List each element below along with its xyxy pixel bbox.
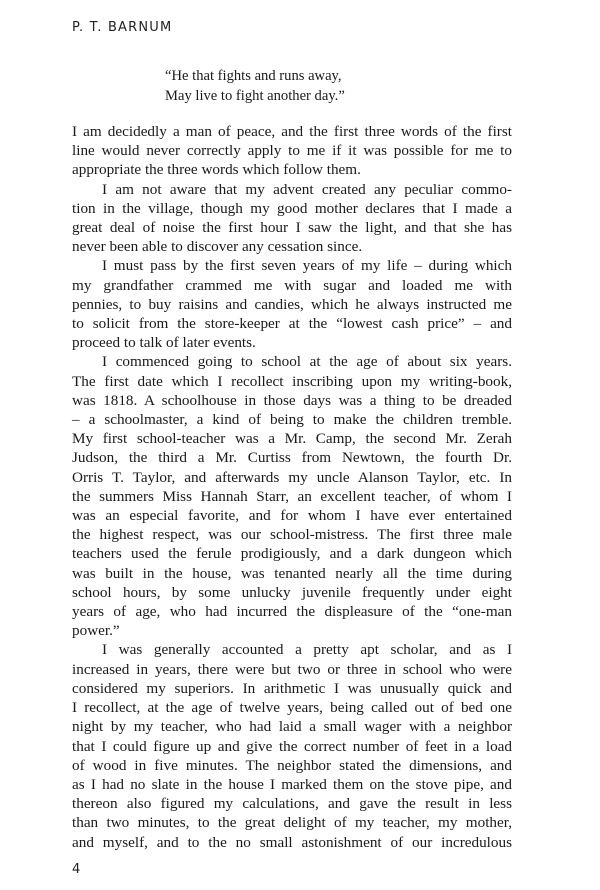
text-line: great deal of noise the first hour I saw the light, and that she has [72, 219, 512, 237]
paragraph [72, 180, 512, 257]
text-line: years of age, who had incurred the displeasure of the “one-man [72, 603, 512, 621]
text-line: I was generally accounted a pretty apt scholar, and as I [102, 641, 512, 659]
text-line: tion in the village, though my good mother declares that I made a [72, 199, 512, 217]
text-line: night by my teacher, who had laid a small wager with a neighbor [72, 718, 512, 736]
text-line: I commenced going to school at the age of about six years. [102, 353, 512, 371]
text-line: My first school-teacher was a Mr. Camp, the second Mr. Zerah [72, 430, 512, 448]
text-line: Orris T. Taylor, and afterwards my uncle Alanson Taylor, etc. In [72, 468, 512, 486]
text-line: line would never correctly apply to me if it was possible for me to [72, 142, 512, 160]
text-line: The first date which I recollect inscribing upon my writing-book, [72, 372, 512, 390]
page-number: 4 [72, 862, 81, 877]
running-head: P. T. BARNUM [72, 20, 173, 35]
text-line: my grandfather crammed me with sugar and loaded me with [72, 276, 512, 294]
text-line: power.” [72, 622, 120, 640]
text-line: thereon also figured my calculations, and gave the result in less [72, 795, 512, 813]
text-line: to solicit from the store-keeper at the “lowest cash price” – and [72, 315, 512, 333]
text-line: school hours, by some unlucky juvenile frequently under eight [72, 583, 512, 601]
text-line: proceed to talk of later events. [72, 334, 256, 352]
text-line: of wood in five minutes. The neighbor stated the dimensions, and [72, 756, 512, 774]
epigraph [165, 66, 345, 106]
text-line: the highest respect, was our school-mistress. The first three male [72, 526, 512, 544]
text-line: I am not aware that my advent created any peculiar commo- [102, 180, 512, 198]
text-line: I must pass by the first seven years of my life – during which [102, 257, 512, 275]
text-line: was an especial favorite, and for whom I have ever entertained [72, 507, 512, 525]
text-line: than two minutes, to the great delight of my teacher, my mother, [72, 814, 512, 832]
paragraph [72, 256, 512, 352]
text-line: teachers used the ferule prodigiously, and a dark dungeon which [72, 545, 512, 563]
text-line: appropriate the three words which follow them. [72, 161, 361, 179]
paragraph [72, 640, 512, 851]
body-text [72, 122, 512, 852]
text-line: never been able to discover any cessation since. [72, 238, 363, 256]
paragraph [72, 352, 512, 640]
text-line: Judson, the third a Mr. Curtiss from Newtown, the fourth Dr. [72, 449, 512, 467]
text-line: – a schoolmaster, a kind of being to make the children tremble. [72, 411, 512, 429]
text-line: as I had no slate in the house I marked them on the stove pipe, and [72, 775, 512, 793]
text-line: was built in the house, was tenanted nearly all the time during [72, 564, 512, 582]
text-line: and myself, and to the no small astonishment of our incredulous [72, 833, 512, 851]
text-line: I recollect, at the age of twelve years, being called out of bed one [72, 699, 512, 717]
text-line: pennies, to buy raisins and candies, which he always instructed me [72, 295, 512, 313]
epigraph-line: “He that fights and runs away, [165, 68, 342, 84]
text-line: the summers Miss Hannah Starr, an excellent teacher, of whom I [72, 487, 512, 505]
text-line: that I could figure up and give the correct number of feet in a load [72, 737, 512, 755]
text-line: I am decidedly a man of peace, and the first three words of the first [72, 123, 512, 140]
paragraph [72, 122, 512, 180]
text-line: was 1818. A schoolhouse in those days was a thing to be dreaded [72, 391, 512, 409]
text-line: considered my superiors. In arithmetic I was unusually quick and [72, 679, 512, 697]
epigraph-line: May live to fight another day.” [165, 88, 345, 104]
text-line: increased in years, there were but two or three in school who were [72, 660, 512, 678]
